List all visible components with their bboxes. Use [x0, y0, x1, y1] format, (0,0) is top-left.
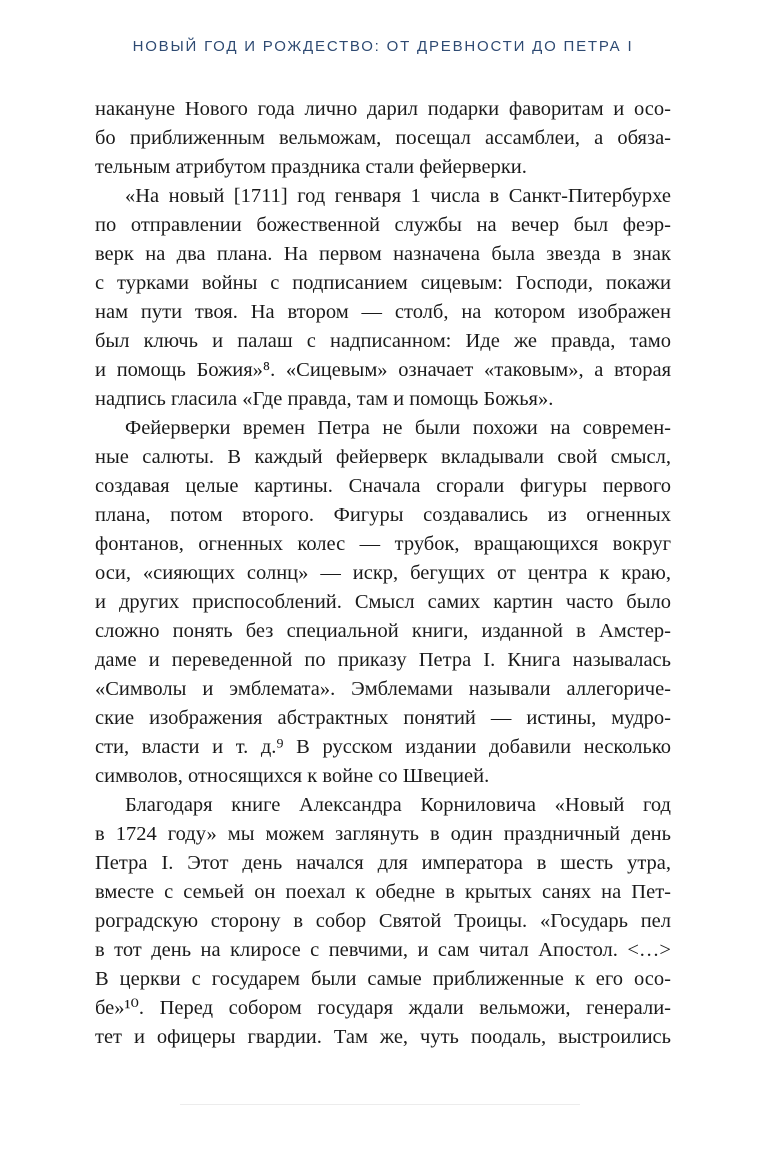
text-line: бе»¹⁰. Перед собором государя ждали вельможи, генерали-	[95, 997, 671, 1019]
text-line: Благодаря книге Александра Корниловича «Новый год	[125, 794, 671, 816]
text-line: оси, «сияющих солнц» — искр, бегущих от центра к краю,	[95, 562, 671, 584]
text-line: символов, относящихся к войне со Швецией.	[95, 765, 490, 787]
text-line: «На новый [1711] год генваря 1 числа в Санкт-Питербурхе	[125, 185, 671, 207]
text-line: сложно понять без специальной книги, изданной в Амстер-	[95, 620, 671, 642]
text-line: накануне Нового года лично дарил подарки фаворитам и осо-	[95, 98, 671, 120]
text-line: нам пути твоя. На втором — столб, на котором изображен	[95, 301, 671, 323]
text-line: создавая целые картины. Сначала сгорали фигуры первого	[95, 475, 671, 497]
running-head: НОВЫЙ ГОД И РОЖДЕСТВО: ОТ ДРЕВНОСТИ ДО ПЕТРА I	[132, 38, 634, 55]
text-line: даме и переведенной по приказу Петра I. Книга называлась	[95, 649, 671, 671]
text-line: по отправлении божественной службы на вечер был феэр-	[95, 214, 671, 236]
text-line: в 1724 году» мы можем заглянуть в один праздничный день	[95, 823, 671, 845]
text-line: тельным атрибутом праздника стали фейерверки.	[95, 156, 527, 178]
text-line: «Символы и эмблемата». Эмблемами называли аллегориче-	[95, 678, 671, 700]
text-line: был ключь и палаш с надписанном: Иде же правда, тамо	[95, 330, 671, 352]
text-line: фонтанов, огненных колес — трубок, вращающихся вокруг	[95, 533, 671, 555]
text-line: с турками войны с подписанием сицевым: Господи, покажи	[95, 272, 671, 294]
text-line: бо приближенным вельможам, посещал ассамблеи, а обяза-	[95, 127, 671, 149]
text-line: Фейерверки времен Петра не были похожи на современ-	[125, 417, 671, 439]
text-line: надпись гласила «Где правда, там и помощь Божья».	[95, 388, 554, 410]
text-line: верк на два плана. На первом назначена была звезда в знак	[95, 243, 671, 265]
text-line: ные салюты. В каждый фейерверк вкладывали свой смысл,	[95, 446, 671, 468]
text-line: Петра I. Этот день начался для императора в шесть утра,	[95, 852, 671, 874]
text-line: роградскую сторону в собор Святой Троицы. «Государь пел	[95, 910, 671, 932]
text-line: сти, власти и т. д.⁹ В русском издании добавили несколько	[95, 736, 671, 758]
body-text	[95, 95, 671, 1052]
footer-divider	[180, 1104, 580, 1105]
text-line: вместе с семьей он поехал к обедне в крытых санях на Пет-	[95, 881, 671, 903]
text-line: и помощь Божия»⁸. «Сицевым» означает «таковым», а вторая	[95, 359, 671, 381]
text-line: и других приспособлений. Смысл самих картин часто было	[95, 591, 671, 613]
text-line: тет и офицеры гвардии. Там же, чуть поодаль, выстроились	[95, 1026, 671, 1048]
text-line: В церкви с государем были самые приближенные к его осо-	[95, 968, 671, 990]
text-line: в тот день на клиросе с певчими, и сам читал Апостол. <…>	[95, 939, 671, 961]
text-line: плана, потом второго. Фигуры создавались из огненных	[95, 504, 671, 526]
text-line: ские изображения абстрактных понятий — истины, мудро-	[95, 707, 671, 729]
